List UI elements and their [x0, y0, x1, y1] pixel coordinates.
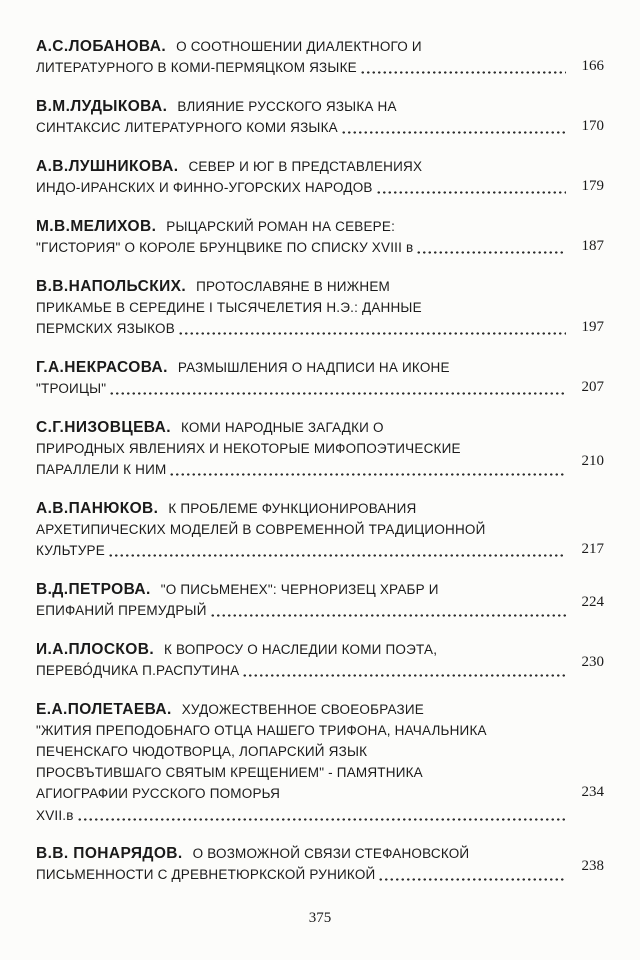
entry-title-line: ХУДОЖЕСТВЕННОЕ СВОЕОБРАЗИЕ	[181, 702, 425, 717]
entry-line	[36, 117, 604, 139]
entry-line	[36, 699, 604, 720]
entry-page-number: 179	[581, 178, 604, 194]
entry-title-line: "О ПИСЬМЕНЕХ": ЧЕРНОРИЗЕЦ ХРАБР И	[160, 582, 439, 597]
entry-author: С.Г.НИЗОВЦЕВА.	[36, 419, 171, 436]
entry-title-line: РЫЦАРСКИЙ РОМАН НА СЕВЕРЕ:	[166, 219, 396, 234]
dot-leader	[210, 613, 566, 618]
entry-line	[36, 654, 604, 682]
entry-line	[36, 579, 604, 600]
page-footer-number: 375	[308, 910, 332, 926]
entry-author: В.Д.ПЕТРОВА.	[36, 581, 151, 598]
entry-line	[36, 216, 604, 237]
entry-page-number: 230	[581, 654, 604, 670]
entry-title-line: ПАРАЛЛЕЛИ К НИМ	[36, 462, 167, 477]
entry-title-line: ПЕРЕВО́ДЧИКА П.РАСПУТИНА	[36, 663, 240, 678]
entry-page-number: 234	[581, 784, 604, 800]
entry-title-line: ЛИТЕРАТУРНОГО В КОМИ-ПЕРМЯЦКОМ ЯЗЫКЕ	[36, 60, 357, 75]
entry-title-line: АГИОГРАФИИ РУССКОГО ПОМОРЬЯ	[36, 786, 281, 801]
entry-line	[36, 843, 604, 864]
entry-author: А.С.ЛОБАНОВА.	[36, 38, 167, 55]
entry-line	[36, 594, 604, 622]
dot-leader	[360, 70, 566, 75]
dot-leader	[242, 673, 566, 678]
entry-title-line: ПРИРОДНЫХ ЯВЛЕНИЯХ И НЕКОТОРЫЕ МИФОПОЭТИЧЕСКИЕ	[36, 441, 461, 456]
entry-line	[36, 519, 604, 540]
entry-page-number: 207	[581, 379, 604, 395]
entry-line	[36, 297, 604, 318]
entry-page-number: 210	[581, 453, 604, 469]
entry-title-line: КОМИ НАРОДНЫЕ ЗАГАДКИ О	[180, 420, 384, 435]
entry-line	[36, 96, 604, 117]
entry-line	[36, 177, 604, 199]
entry-page-number: 238	[581, 858, 604, 874]
entry-title-line: ЕПИФАНИЙ ПРЕМУДРЫЙ	[36, 603, 207, 618]
entry-title-line: ВЛИЯНИЕ РУССКОГО ЯЗЫКА НА	[177, 99, 397, 114]
entry-title-line: ПЕРМСКИХ ЯЗЫКОВ	[36, 321, 175, 336]
entry-title-line: РАЗМЫШЛЕНИЯ О НАДПИСИ НА ИКОНЕ	[177, 360, 450, 375]
toc-entry	[36, 639, 604, 682]
toc-entry	[36, 579, 604, 622]
dot-leader	[341, 130, 566, 135]
entry-line	[36, 357, 604, 378]
entry-title-line: "ГИСТОРИЯ" О КОРОЛЕ БРУНЦВИКЕ ПО СПИСКУ XVIII в	[36, 240, 414, 255]
entry-title-line: АРХЕТИПИЧЕСКИХ МОДЕЛЕЙ В СОВРЕМЕННОЙ ТРАДИЦИОННОЙ	[36, 522, 486, 537]
entry-title-line: ПИСЬМЕННОСТИ С ДРЕВНЕТЮРКСКОЙ РУНИКОЙ	[36, 867, 376, 882]
entry-author: В.В. ПОНАРЯДОВ.	[36, 845, 183, 862]
entry-page-number: 224	[581, 594, 604, 610]
entry-author: И.А.ПЛОСКОВ.	[36, 641, 155, 658]
entry-line	[36, 417, 604, 438]
entry-line	[36, 741, 604, 762]
toc-entry	[36, 498, 604, 562]
toc-entry	[36, 417, 604, 481]
dot-leader	[169, 472, 566, 477]
entry-author: Г.А.НЕКРАСОВА.	[36, 359, 168, 376]
entry-line	[36, 639, 604, 660]
toc-entry	[36, 36, 604, 79]
entry-line	[36, 805, 604, 826]
entry-line	[36, 438, 604, 459]
entry-author: В.М.ЛУДЫКОВА.	[36, 98, 168, 115]
toc-entry	[36, 699, 604, 826]
entry-line	[36, 156, 604, 177]
entry-title-line: СЕВЕР И ЮГ В ПРЕДСТАВЛЕНИЯХ	[188, 159, 423, 174]
dot-leader	[109, 391, 566, 396]
entry-title-line: КУЛЬТУРЕ	[36, 543, 105, 558]
toc-entry	[36, 357, 604, 400]
table-of-contents	[36, 36, 604, 927]
entry-line	[36, 57, 604, 79]
entry-line	[36, 720, 604, 741]
toc-entry	[36, 96, 604, 139]
entry-page-number: 170	[581, 118, 604, 134]
entry-line	[36, 540, 604, 562]
entry-title-line: ПРОСВЪТИВШАГО СВЯТЫМ КРЕЩЕНИЕМ" - ПАМЯТНИКА	[36, 765, 423, 780]
entry-line	[36, 237, 604, 259]
entry-author: А.В.ПАНЮКОВ.	[36, 500, 159, 517]
entry-line	[36, 36, 604, 57]
entry-title-line: "ЖИТИЯ ПРЕПОДОБНАГО ОТЦА НАШЕГО ТРИФОНА, НАЧАЛЬНИКА	[36, 723, 487, 738]
dot-leader	[77, 817, 566, 822]
entry-title-line: О СООТНОШЕНИИ ДИАЛЕКТНОГО И	[176, 39, 422, 54]
entry-page-number: 197	[581, 319, 604, 335]
entry-title-line: ПЕЧЕНСКАГО ЧЮДОТВОРЦА, ЛОПАРСКИЙ ЯЗЫК	[36, 744, 368, 759]
entry-title-line: ПРОТОСЛАВЯНЕ В НИЖНЕМ	[196, 279, 390, 294]
entry-title-line: "ТРОИЦЫ"	[36, 381, 107, 396]
entry-line	[36, 783, 604, 805]
entry-title-line: ИНДО-ИРАНСКИХ И ФИННО-УГОРСКИХ НАРОДОВ	[36, 180, 373, 195]
toc-entry	[36, 276, 604, 340]
dot-leader	[378, 877, 566, 882]
entry-title-line: ПРИКАМЬЕ В СЕРЕДИНЕ I ТЫСЯЧЕЛЕТИЯ Н.Э.: ДАННЫЕ	[36, 300, 422, 315]
entry-line	[36, 378, 604, 400]
dot-leader	[108, 553, 566, 558]
dot-leader	[178, 331, 566, 336]
entry-line	[36, 318, 604, 340]
entry-title-line: К ВОПРОСУ О НАСЛЕДИИ КОМИ ПОЭТА,	[164, 642, 438, 657]
entry-line	[36, 453, 604, 481]
entry-author: В.В.НАПОЛЬСКИХ.	[36, 278, 187, 295]
entry-page-number: 166	[581, 58, 604, 74]
toc-entry	[36, 156, 604, 199]
entry-page-number: 217	[581, 541, 604, 557]
entry-title-line: СИНТАКСИС ЛИТЕРАТУРНОГО КОМИ ЯЗЫКА	[36, 120, 338, 135]
entry-title-line: XVII.в	[36, 808, 74, 823]
entry-line	[36, 276, 604, 297]
entry-line	[36, 858, 604, 886]
entry-title-line: О ВОЗМОЖНОЙ СВЯЗИ СТЕФАНОВСКОЙ	[192, 846, 470, 861]
dot-leader	[416, 250, 566, 255]
dot-leader	[376, 190, 566, 195]
entry-author: Е.А.ПОЛЕТАЕВА.	[36, 701, 172, 718]
entry-line	[36, 762, 604, 783]
toc-entry	[36, 843, 604, 886]
entry-title-line: К ПРОБЛЕМЕ ФУНКЦИОНИРОВАНИЯ	[168, 501, 417, 516]
entry-page-number: 187	[581, 238, 604, 254]
entry-line	[36, 498, 604, 519]
entry-author: М.В.МЕЛИХОВ.	[36, 218, 157, 235]
toc-entry	[36, 216, 604, 259]
entry-author: А.В.ЛУШНИКОВА.	[36, 158, 179, 175]
